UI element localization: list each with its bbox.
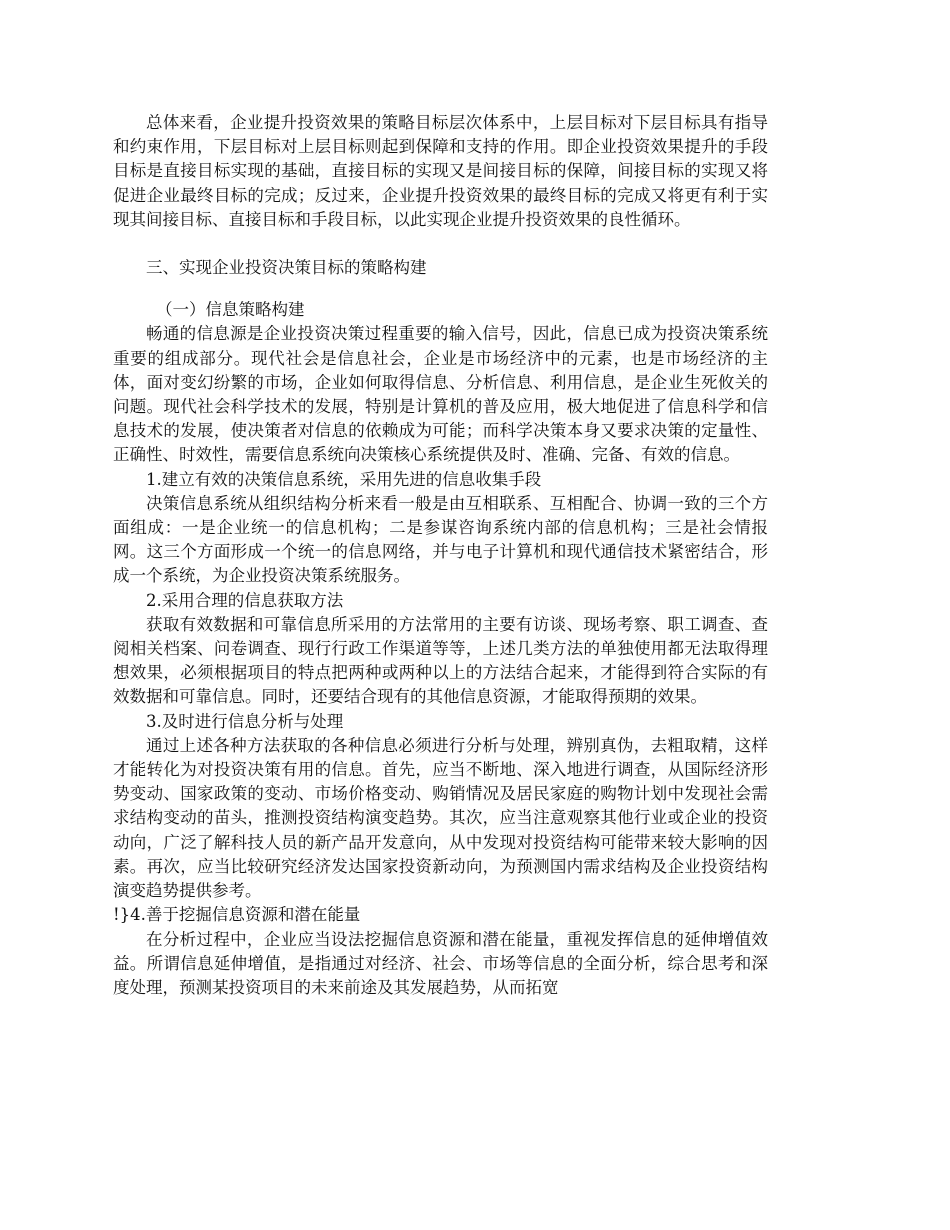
paragraph-info-analysis: 通过上述各种方法获取的各种信息必须进行分析与处理，辨别真伪，去粗取精，这样才能转化为对投资决策有用的信息。首先，应当不断地、深入地进行调查，从国际经济形势变动、国家政策的变动、市场价格变动、购销情况及居民家庭的购物计划中发现社会需求结构变动的苗头，推测投资结构演变趋势。其次，应当注意观察其他行业或企业的投资动向，广泛了解科技人员的新产品开发意向，从中发现对投资结构可能带来较大影响的因素。再次，应当比较研究经济发达国家投资新动向，为预测国内需求结构及企业投资结构演变趋势提供参考。 (113, 735, 768, 901)
paragraph-information-source: 畅通的信息源是企业投资决策过程重要的输入信号，因此，信息已成为投资决策系统重要的组成部分。现代社会是信息社会，企业是市场经济中的元素，也是市场经济的主体，面对变幻纷繁的市场，企业如何取得信息、分析信息、利用信息，是企业生死攸关的问题。现代社会科学技术的发展，特别是计算机的普及应用，极大地促进了信息科学和信息技术的发展，使决策者对信息的依赖成为可能；而科学决策本身又要求决策的定量性、正确性、时效性，需要信息系统向决策核心系统提供及时、准确、完备、有效的信息。 (113, 324, 768, 465)
paragraph-info-acquisition: 获取有效数据和可靠信息所采用的方法常用的主要有访谈、现场考察、职工调查、查阅相关档案、问卷调查、现行行政工作渠道等等，上述几类方法的单独使用都无法取得理想效果，必须根据项目的特点把两种或两种以上的方法结合起来，才能得到符合实际的有效数据和可靠信息。同时，还要结合现有的其他信息资源，才能取得预期的效果。 (113, 614, 768, 707)
paragraph-decision-info-system: 决策信息系统从组织结构分析来看一般是由互相联系、互相配合、协调一致的三个方面组成：一是企业统一的信息机构；二是参谋咨询系统内部的信息机构；三是社会情报网。这三个方面形成一个统一的信息网络，并与电子计算机和现代通信技术紧密结合，形成一个系统，为企业投资决策系统服务。 (113, 493, 768, 586)
paragraph-info-resources: 在分析过程中，企业应当设法挖掘信息资源和潜在能量，重视发挥信息的延伸增值效益。所谓信息延伸增值，是指通过对经济、社会、市场等信息的全面分析，综合思考和深度处理，预测某投资项目的未来前途及其发展趋势，从而拓宽 (113, 929, 768, 997)
item-heading-1: 1.建立有效的决策信息系统，采用先进的信息收集手段 (146, 469, 542, 489)
item-heading-4: !}4.善于挖掘信息资源和潜在能量 (113, 905, 361, 925)
paragraph-strategy-hierarchy: 总体来看，企业提升投资效果的策略目标层次体系中，上层目标对下层目标具有指导和约束作用，下层目标对上层目标则起到保障和支持的作用。即企业投资效果提升的手段目标是直接目标实现的基础，直接目标的实现又是间接目标的保障，间接目标的实现又将促进企业最终目标的完成；反过来，企业提升投资效果的最终目标的完成又将更有利于实现其间接目标、直接目标和手段目标，以此实现企业提升投资效果的良性循环。 (113, 113, 768, 229)
subsection-heading-information-strategy: （一）信息策略构建 (156, 300, 305, 320)
item-heading-3: 3.及时进行信息分析与处理 (146, 711, 344, 731)
item-heading-2: 2.采用合理的信息获取方法 (146, 590, 344, 610)
document-page (113, 111, 768, 1000)
section-heading-strategy-construction: 三、实现企业投资决策目标的策略构建 (146, 258, 427, 278)
